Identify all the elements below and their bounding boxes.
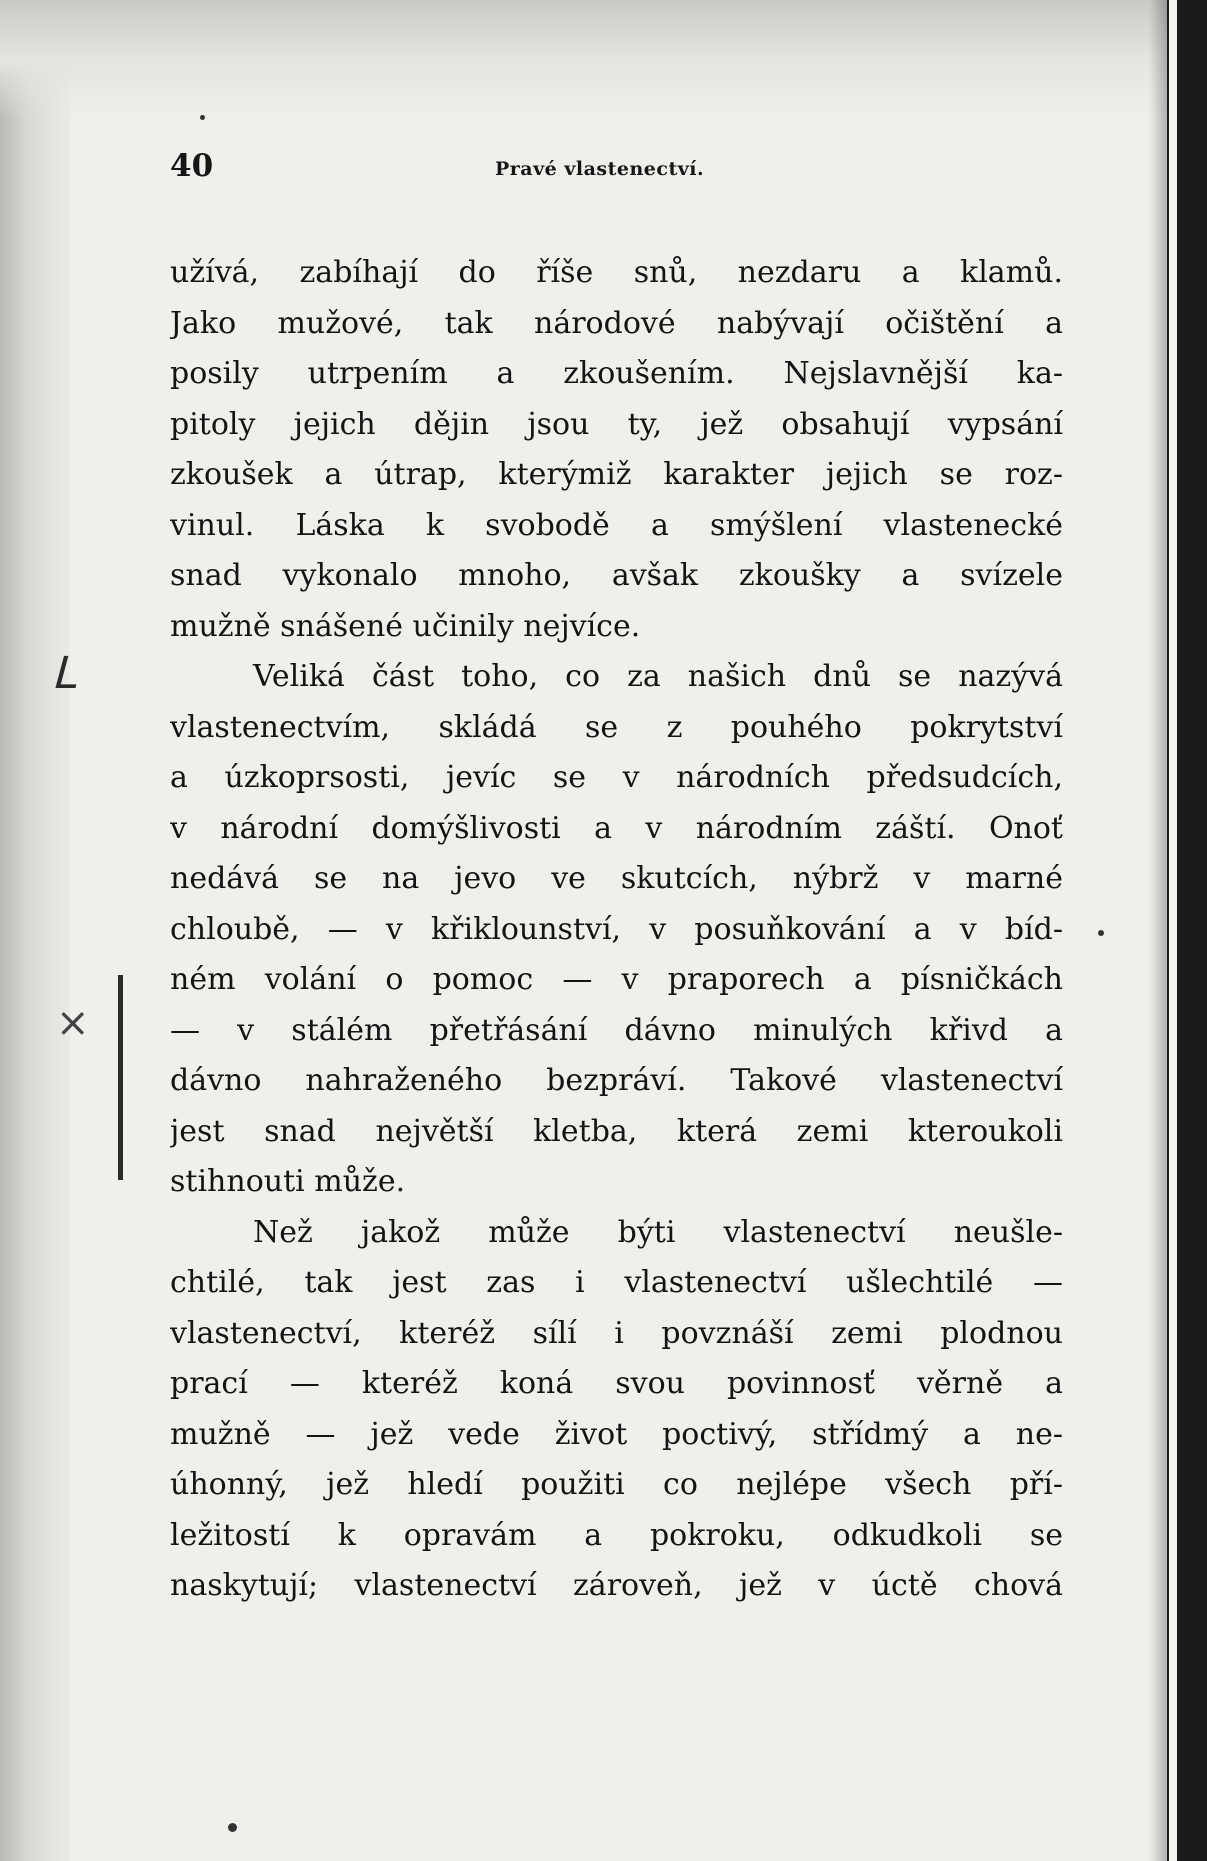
text-line: nedává se na jevo ve skutcích, nýbrž v marné xyxy=(170,861,1063,896)
margin-annotation-l: L xyxy=(48,648,87,699)
text-line: prací — kteréž koná svou povinnosť věrně a xyxy=(170,1366,1063,1401)
paper-speck xyxy=(1098,930,1104,936)
text-line: chtilé, tak jest zas i vlastenectví ušlechtilé — xyxy=(170,1265,1063,1300)
text-line: pitoly jejich dějin jsou ty, jež obsahují vypsání xyxy=(170,406,1063,442)
text-line: ném volání o pomoc — v praporech a písničkách xyxy=(170,962,1063,997)
text-line: vlastenectví, kteréž sílí i povznáší zemi plodnou xyxy=(170,1315,1063,1351)
text-line: stihnouti může. xyxy=(170,1164,406,1199)
text-line: dávno nahraženého bezpráví. Takové vlastenectví xyxy=(170,1063,1063,1098)
text-line: vlastenectvím, skládá se z pouhého pokrytství xyxy=(170,709,1063,745)
text-line: Jako mužové, tak národové nabývají očištění a xyxy=(170,305,1063,341)
text-line: mužně snášené učinily nejvíce. xyxy=(170,608,641,644)
page-gutter-shadow xyxy=(0,0,70,1861)
body-text xyxy=(170,248,1063,1612)
text-line: naskytují; vlastenectví zároveň, jež v úctě chová xyxy=(170,1568,1063,1603)
text-line: užívá, zabíhají do říše snů, nezdaru a klamů. xyxy=(170,255,1063,290)
text-line: zkoušek a útrap, kterýmiž karakter jejich se roz- xyxy=(170,457,1063,492)
text-line: jest snad největší kletba, která zemi kteroukoli xyxy=(170,1113,1063,1149)
text-line: a úzkoprsosti, jevíc se v národních předsudcích, xyxy=(170,760,1063,795)
page-header xyxy=(170,148,1070,188)
text-line: snad vykonalo mnoho, avšak zkoušky a svízele xyxy=(170,558,1063,593)
text-line: posily utrpením a zkoušením. Nejslavnější ka- xyxy=(170,356,1063,391)
text-line: chloubě, — v křiklounství, v posuňkování a v bíd- xyxy=(170,911,1063,947)
page-number: 40 xyxy=(170,148,214,184)
margin-annotation-bracket xyxy=(118,975,123,1180)
text-line: Než jakož může býti vlastenectví neušle- xyxy=(253,1214,1063,1250)
page-top-shadow xyxy=(0,0,1207,120)
text-line: ležitostí k opravám a pokroku, odkudkoli se xyxy=(170,1517,1063,1553)
running-title: Pravé vlastenectví. xyxy=(495,158,705,180)
text-line: mužně — jež vede život poctivý, střídmý a ne- xyxy=(170,1416,1063,1452)
paper-speck xyxy=(228,1823,237,1832)
text-line: — v stálém přetřásání dávno minulých křivd a xyxy=(170,1012,1063,1048)
page-right-shadow xyxy=(1149,0,1167,1861)
adjacent-page-edge xyxy=(1169,0,1177,1861)
paper-speck xyxy=(200,115,205,120)
text-line: Veliká část toho, co za našich dnů se nazývá xyxy=(253,659,1063,694)
text-line: úhonný, jež hledí použiti co nejlépe všech pří- xyxy=(170,1467,1063,1502)
text-line: vinul. Láska k svobodě a smýšlení vlastenecké xyxy=(170,507,1063,543)
text-line: v národní domýšlivosti a v národním záští. Onoť xyxy=(170,810,1063,846)
margin-annotation-cross: × xyxy=(56,1000,90,1046)
